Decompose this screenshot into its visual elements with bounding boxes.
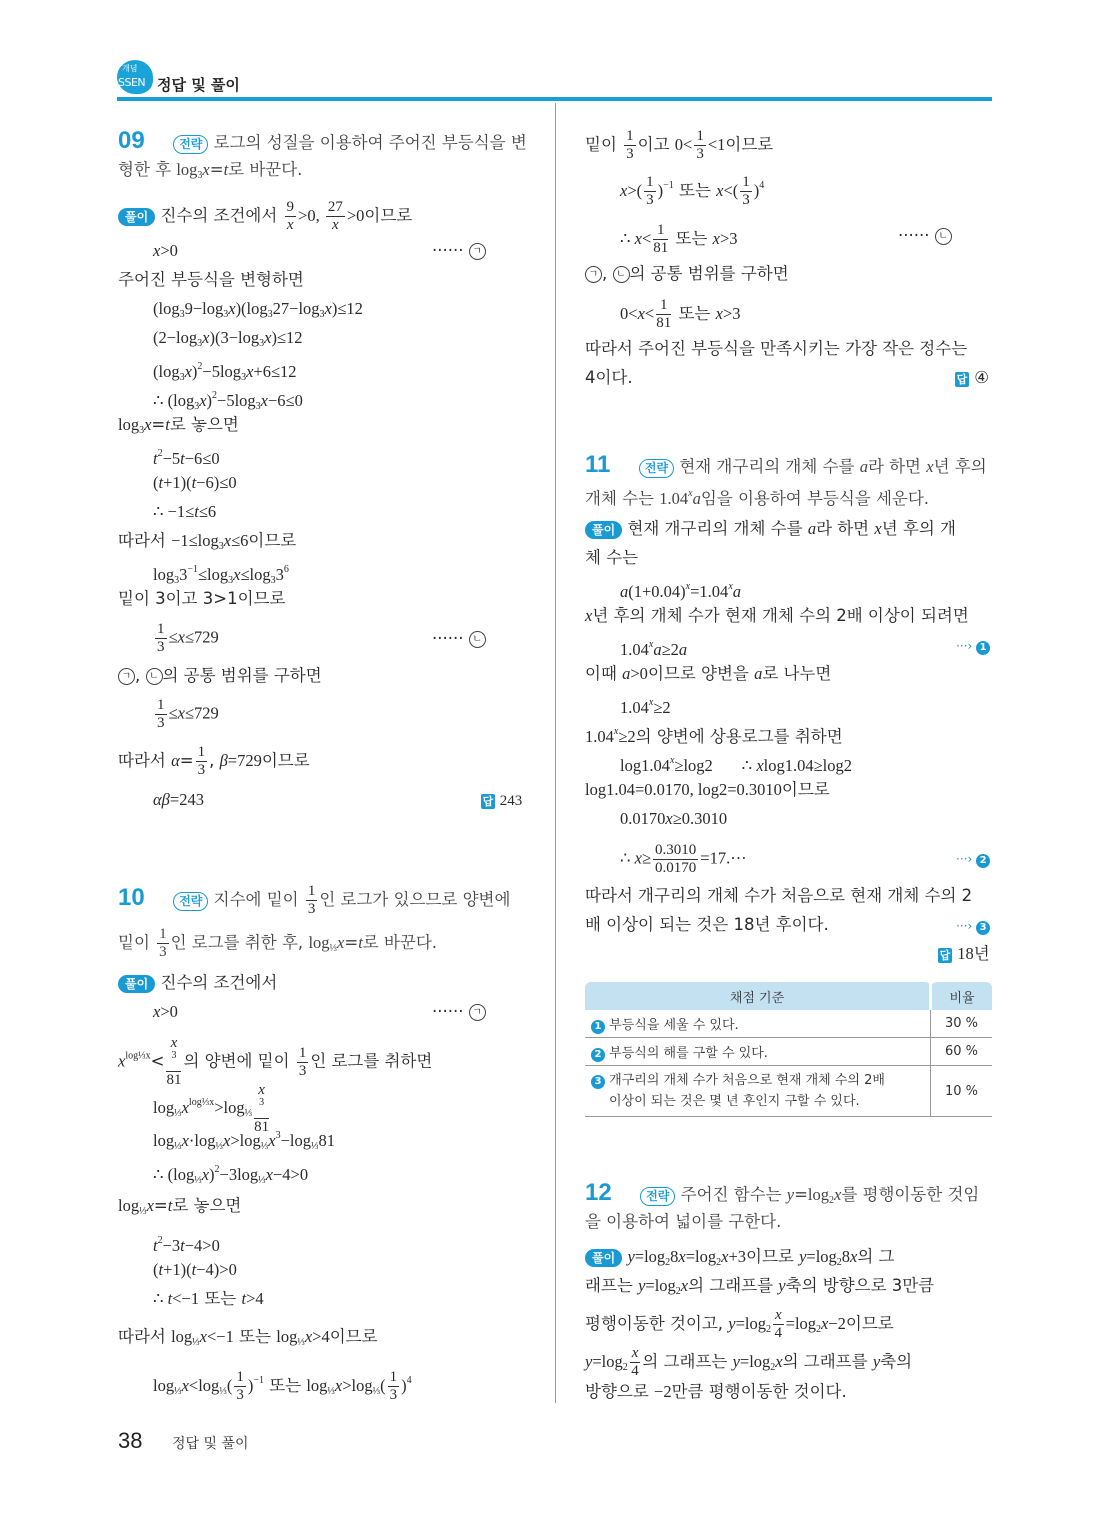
logo-badge: [117, 60, 153, 94]
math-line: ∴ $(\log_3x)^2-5\log_3x-6\le 0$: [153, 390, 303, 412]
problem-10-heading: 10 전략 지수에 밑이 $\frac{1}{3}$ 인 로그가 있으므로 양변에: [118, 883, 511, 917]
math-line: $(\log_3x)^2-5\log_3x+6\le 12$: [153, 361, 297, 383]
ratio-cell: 30 %: [931, 1010, 993, 1038]
ratio-cell: 10 %: [931, 1066, 993, 1117]
answer-value: 18년: [957, 944, 990, 963]
criterion-cell: 3 개구리의 개체 수가 처음으로 현재 개체 수의 2배 이상이 되는 것은 몇 년 후인지 구할 수 있다.: [585, 1066, 931, 1117]
logo-bottom-text: SSEN: [118, 76, 146, 89]
solution-line: 풀이 진수의 조건에서: [118, 972, 277, 994]
text-line: ㄱ , ㄴ 의 공통 범위를 구하면: [585, 263, 789, 285]
strategy-text: 로그의 성질을 이용하여 주어진 부등식을 변: [213, 133, 527, 152]
text-line: 이때 a>0이므로 양변을 a로 나누면: [585, 664, 832, 683]
page-number: 38: [118, 1428, 143, 1453]
solution-line: 풀이 진수의 조건에서 $\frac{9}{x}$ >0, $\frac{27}{x}$ >0이므로: [118, 200, 412, 233]
math-line: $\log_{\frac{1}{3}}x<\log_{\frac{1}{3}}$( $\frac{1}{3}$ )$^{-1}$ 또는 $\log_{\frac{1}{3}}x>\log_{\frac{1}{3}}$( $\frac{1}{3}$ )$^4$: [153, 1369, 412, 1403]
math-line: (t+1)(t−4)>0: [153, 1260, 237, 1279]
strategy-tag: 전략: [640, 1187, 675, 1206]
answer-badge: 답: [939, 949, 951, 962]
column-divider: [555, 103, 556, 1403]
problem-number: 09: [118, 127, 145, 154]
text-line: 4이다.: [585, 368, 633, 387]
math-line: $\log_{\frac{1}{3}}x\cdot\log_{\frac{1}{3}}x>\log_{\frac{1}{3}}x^3-\log_{\frac{1}{3}}81$: [153, 1130, 335, 1152]
solution-tag: 풀이: [585, 521, 622, 539]
text-line: 밑이 3이고 3>1이므로: [118, 589, 286, 608]
footer-title: 정답 및 풀이: [172, 1436, 249, 1452]
step-marker-2: ···› 2: [956, 847, 990, 870]
problem-11-heading: 11 전략 현재 개구리의 개체 수를 a라 하면 x년 후의: [585, 451, 987, 478]
math-line: $\log 1.04^x\ge\log 2$ ∴ xlog1.04≥log2: [620, 755, 852, 775]
strategy-text-cont: 을 이용하여 넓이를 구한다.: [585, 1212, 782, 1231]
logo-top-text: 개념: [122, 64, 138, 73]
math-line: (t+1)(t−6)≤0: [153, 473, 237, 492]
label-giyeok: ······ ㄱ: [432, 240, 486, 262]
step-marker-1: ···› 1: [956, 634, 990, 657]
text-line: 배 이상이 되는 것은 18년 후이다.: [585, 915, 829, 934]
strategy-tag: 전략: [639, 459, 674, 478]
strategy-text-cont: 밑이 $\frac{1}{3}$ 인 로그를 취한 후, $\log_{\frac{1}{3}}x=t$로 바꾼다.: [118, 926, 438, 960]
solution-tag: 풀이: [585, 1249, 622, 1267]
answer-09: [481, 789, 522, 812]
problem-09-heading: [118, 127, 527, 154]
math-line: 0.0170x≥0.3010: [620, 809, 728, 828]
grading-table: [585, 982, 992, 1117]
math-line: $(\log_39-\log_3x)(\log_327-\log_3x)\le 12$: [153, 299, 363, 320]
strategy-tag: 전략: [173, 892, 208, 911]
solution-line: 풀이 현재 개구리의 개체 수를 a라 하면 x년 후의 개: [585, 518, 956, 540]
text-line: $1.04^x\ge 2$의 양변에 상용로그를 취하면: [585, 726, 843, 746]
math-line: αβ=243: [153, 790, 204, 809]
problem-12-heading: 12 전략 주어진 함수는 $y=\log_2x$를 평행이동한 것임: [585, 1179, 980, 1206]
text-line: 따라서 $\log_{\frac{1}{3}}x<-1$ 또는 $\log_{\frac{1}{3}}x>4$이므로: [118, 1327, 378, 1348]
text-line: ㄱ , ㄴ 의 공통 범위를 구하면: [118, 665, 322, 687]
problem-number: 11: [585, 451, 611, 478]
math-line: x>( $\frac{1}{3}$ )$^{-1}$ 또는 x<( $\frac{1}{3}$ )$^4$: [620, 174, 765, 208]
math-line: 0<x< $\frac{1}{81}$ 또는 x>3: [620, 297, 741, 331]
header-title: 정답 및 풀이: [157, 76, 240, 94]
math-line: $(2-\log_3x)(3-\log_3x)\le 12$: [153, 328, 303, 349]
math-line: $\log_33^{-1}\le\log_3x\le\log_33^6$: [153, 564, 289, 586]
text-line: 주어진 부등식을 변형하면: [118, 270, 304, 289]
text-line: 래프는 $y=\log_2x$의 그래프를 y축의 방향으로 3만큼: [585, 1276, 935, 1297]
text-line: 따라서 개구리의 개체 수가 처음으로 현재 개체 수의 2: [585, 886, 973, 905]
math-line: ∴ t<−1 또는 t>4: [153, 1289, 264, 1308]
text-line: 따라서 주어진 부등식을 만족시키는 가장 작은 정수는: [585, 339, 968, 358]
text-line: x년 후의 개체 수가 현재 개체 수의 2배 이상이 되려면: [585, 606, 969, 625]
math-line: ∴ −1≤t≤6: [153, 502, 217, 521]
table-row: [585, 1066, 992, 1117]
label-nieun: ······ ㄴ: [432, 628, 486, 650]
criterion-cell: 2 부등식의 해를 구할 수 있다.: [585, 1038, 931, 1066]
ratio-cell: 60 %: [931, 1038, 993, 1066]
label-giyeok: ······ ㄱ: [432, 1001, 486, 1023]
column-header: 채점 기준: [585, 982, 931, 1010]
header-rule: [117, 97, 992, 101]
text-line: 밑이 $\frac{1}{3}$ 이고 0< $\frac{1}{3}$ <1이므로: [585, 128, 774, 162]
math-line: $t^2-5t-6\le 0$: [153, 448, 220, 468]
table-header-row: [585, 982, 992, 1010]
solution-tag: 풀이: [118, 975, 155, 993]
text-line: 방향으로 −2만큼 평행이동한 것이다.: [585, 1382, 847, 1401]
math-line: ∴ x< $\frac{1}{81}$ 또는 x>3: [620, 222, 738, 256]
math-line: $t^2-3t-4>0$: [153, 1235, 220, 1255]
label-nieun: ······ ㄴ: [898, 225, 952, 247]
table-row: [585, 1010, 992, 1038]
answer-value: 243: [499, 793, 523, 809]
solution-line: 풀이 $y=\log_28x=\log_2x+3$이므로 $y=\log_28x$의 그: [585, 1246, 895, 1274]
text-line: 체 수는: [585, 548, 639, 567]
math-line: $\frac{1}{3}$ ≤x≤729: [157, 697, 219, 731]
problem-number: 12: [585, 1179, 612, 1206]
math-line: $1.04^x\ge 2$: [620, 697, 671, 717]
math-line: ∴ x≥ $\frac{0.3010}{0.0170}$ =17.···: [620, 842, 747, 876]
criterion-cell: 1 부등식을 세울 수 있다.: [585, 1010, 931, 1038]
math-line: $1.04^xa\ge 2a$: [620, 639, 688, 659]
math-line: log1.04=0.0170, log2=0.3010이므로: [585, 780, 830, 799]
math-line: ∴ $(\log_{\frac{1}{3}}x)^2-3\log_{\frac{1}{3}}x-4>0$: [153, 1164, 309, 1186]
column-header: 비율: [931, 982, 993, 1010]
page-header: [117, 58, 992, 98]
strategy-text-cont: 개체 수는 1.04$^x$a임을 이용하여 부등식을 세운다.: [585, 488, 930, 508]
table-row: [585, 1038, 992, 1066]
strategy-text-cont: 형한 후 $\log_3x=t$로 바꾼다.: [118, 160, 303, 181]
text-line: 평행이동한 것이고, $y=\log_2$ $\frac{x}{4}$ $=\log_2x-2$이므로: [585, 1307, 894, 1341]
text-line: $x^{log\frac{1}{3}x}<$ x $^3$ 81 의 양변에 밑이 $\frac{1}{3}$ 인 로그를 취하면: [118, 1035, 433, 1088]
answer-badge: 답: [956, 373, 968, 386]
answer-10: [955, 367, 989, 389]
text-line: $y=\log_2$ $\frac{x}{4}$ 의 그래프는 $y=\log_2x$의 그래프를 y축의: [585, 1345, 913, 1379]
solution-tag: 풀이: [118, 208, 155, 226]
math-line: $\log_{\frac{1}{3}}x^{log\frac{1}{3}x}>\log_{\frac{1}{3}}$ x $^3$ 81: [153, 1082, 270, 1135]
step-marker-3: ···› 3: [956, 914, 990, 937]
math-line: x>0: [153, 241, 178, 260]
answer-11: [938, 943, 990, 965]
answer-value: ④: [974, 368, 990, 387]
text-line: 따라서 $-1\le\log_3x\le 6$이므로: [118, 531, 297, 552]
text-line: 따라서 α= $\frac{1}{3}$ , β=729이므로: [118, 744, 310, 778]
math-line: x>0: [153, 1002, 178, 1021]
answer-badge: 답: [482, 795, 494, 808]
text-line: $\log_{\frac{1}{3}}x=t$로 놓으면: [118, 1196, 242, 1217]
math-line: $\frac{1}{3}$ ≤x≤729: [157, 621, 219, 655]
math-line: $a(1+0.04)^x=1.04^xa$: [620, 581, 742, 601]
text-line: $\log_3x=t$로 놓으면: [118, 415, 239, 436]
strategy-tag: 전략: [173, 135, 208, 154]
problem-number: 10: [118, 884, 145, 911]
